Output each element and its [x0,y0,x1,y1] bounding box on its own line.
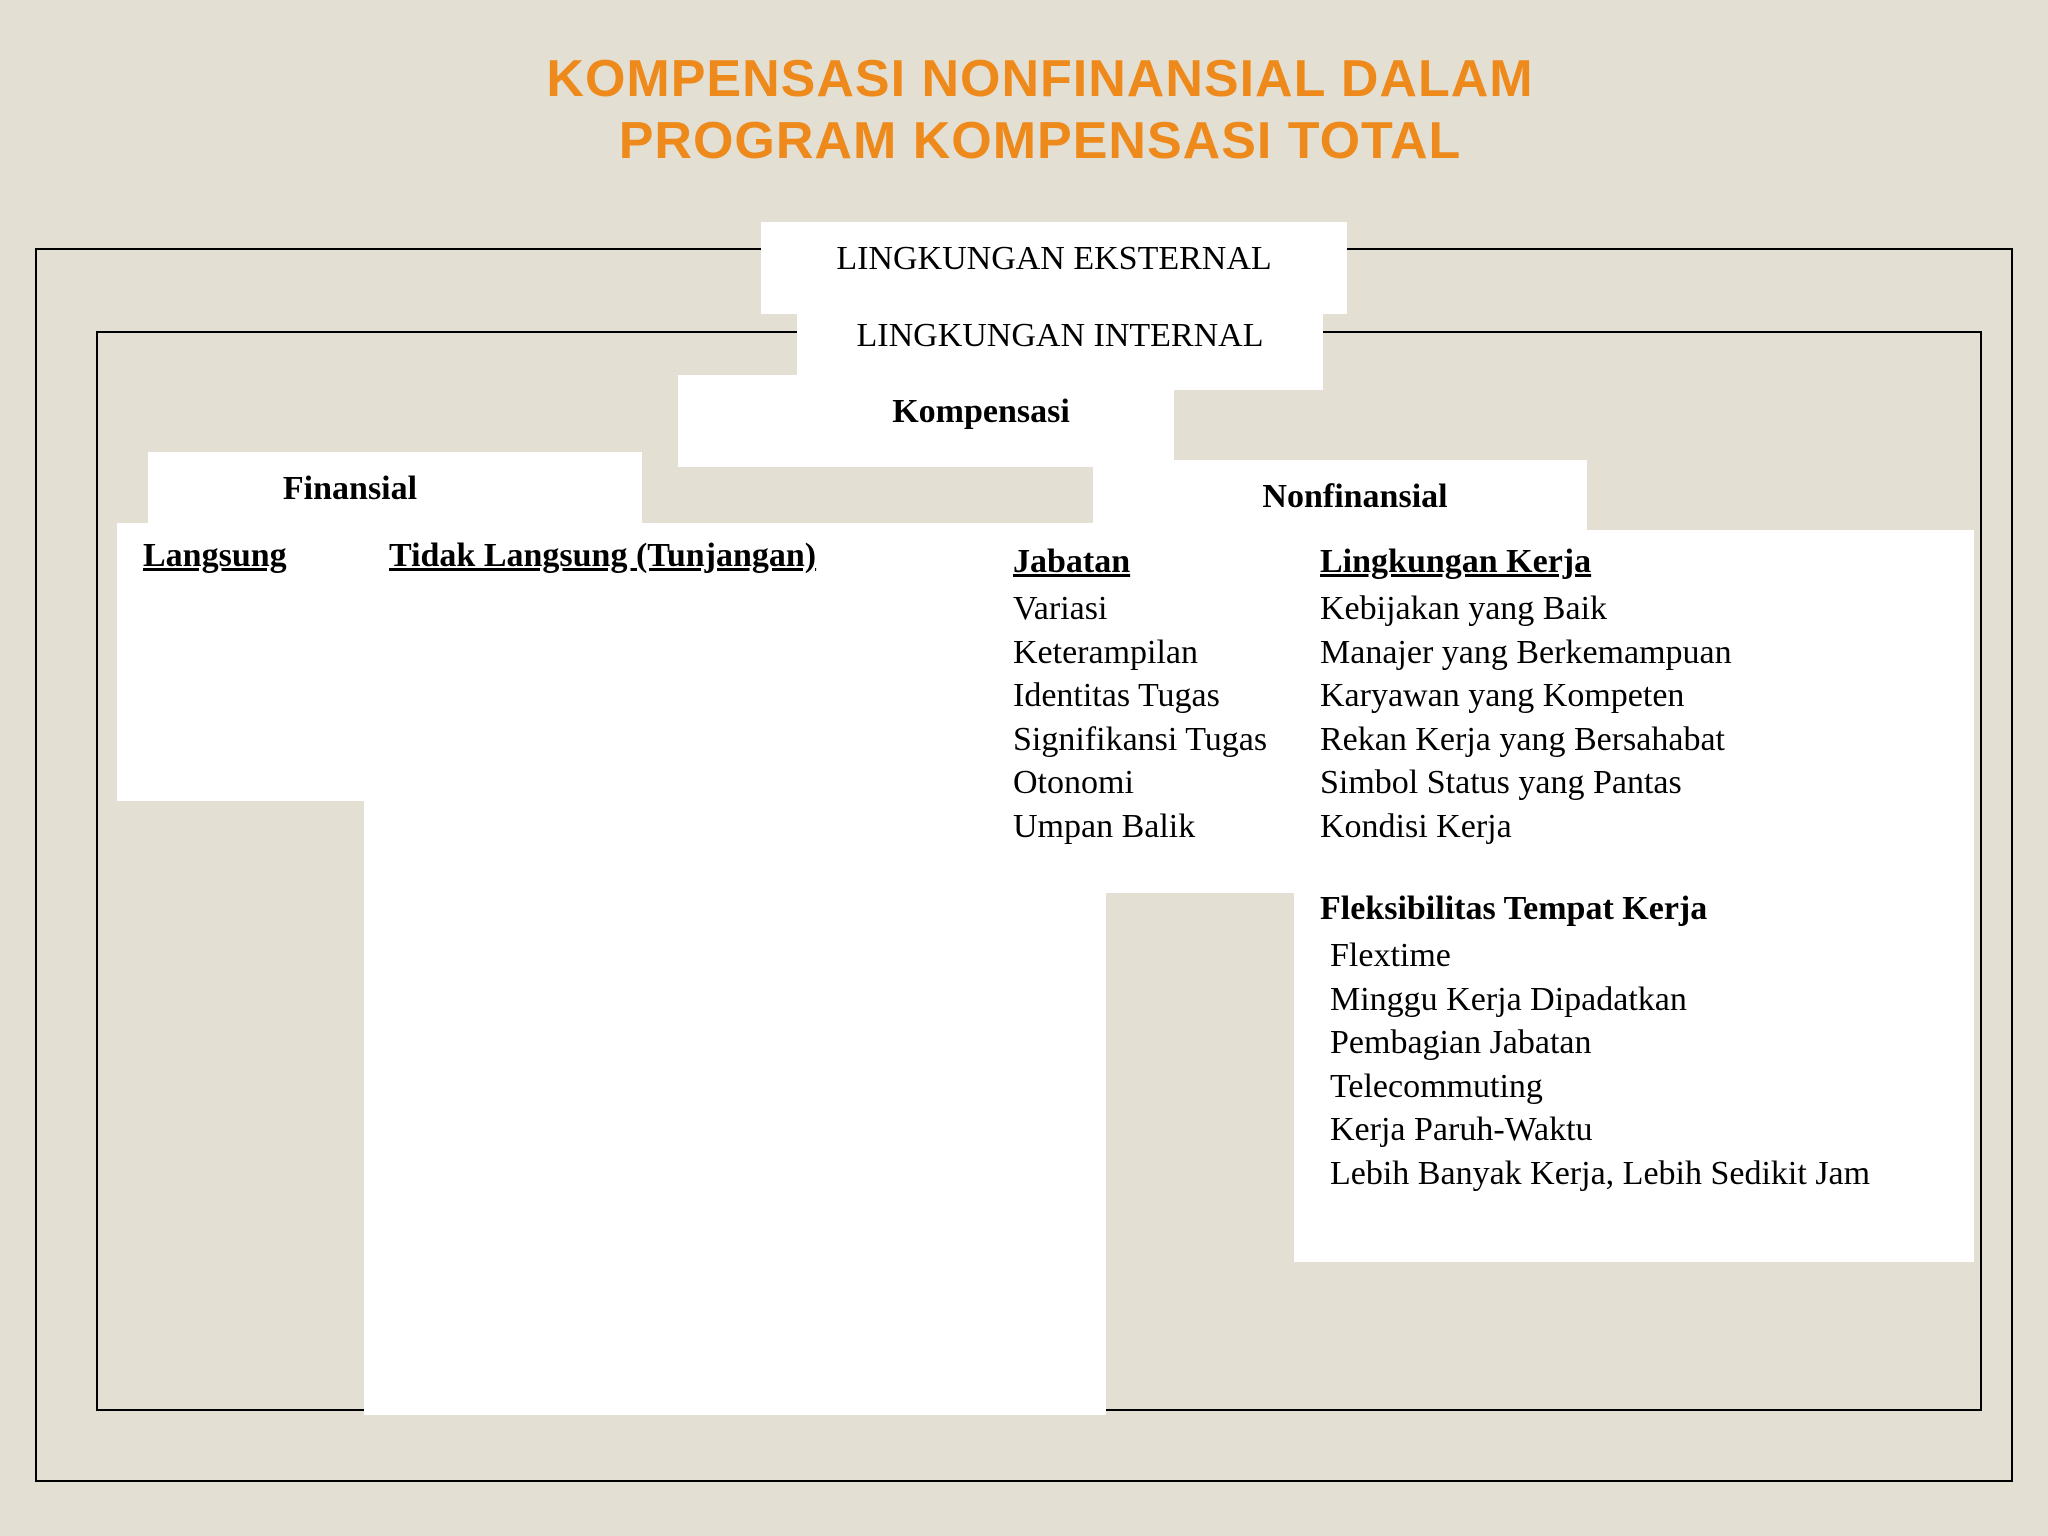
jabatan-list [1013,587,1267,848]
page-title [0,48,2048,172]
list-item: Keterampilan [1013,633,1199,671]
title-line-2: PROGRAM KOMPENSASI TOTAL [618,112,1462,170]
langsung-heading: Langsung [143,537,287,574]
list-item: Signifikansi Tugas [1013,720,1268,758]
external-environment-label: LINGKUNGAN EKSTERNAL [761,222,1347,314]
kompensasi-label: Kompensasi [678,375,1174,467]
list-item: Kebijakan yang Baik [1320,590,1608,627]
list-item: Otonomi [1013,764,1134,801]
list-item: Simbol Status yang Pantas [1320,764,1682,801]
title-line-1: KOMPENSASI NONFINANSIAL DALAM [546,50,1534,108]
list-item: Identitas Tugas [1013,677,1220,714]
list-item: Kerja Paruh-Waktu [1330,1111,1593,1148]
finansial-label: Finansial [148,452,642,536]
list-item: Minggu Kerja Dipadatkan [1330,980,1687,1018]
list-item: Karyawan yang Kompeten [1320,677,1685,714]
internal-environment-label: LINGKUNGAN INTERNAL [797,308,1323,390]
list-item: Umpan Balik [1013,807,1196,845]
jabatan-heading: Jabatan [1013,543,1131,580]
list-item: Rekan Kerja yang Bersahabat [1320,720,1725,758]
list-item: Kondisi Kerja [1320,807,1512,845]
list-item: Telecommuting [1330,1067,1543,1105]
fleksibilitas-heading: Fleksibilitas Tempat Kerja [1320,890,1708,927]
tidak-langsung-heading: Tidak Langsung (Tunjangan) [389,537,817,574]
fleksibilitas-list [1330,934,1870,1195]
lingkungan-kerja-list [1320,587,1732,848]
tidak-langsung-panel [364,523,1106,1415]
list-item: Flextime [1330,937,1451,974]
list-item: Manajer yang Berkemampuan [1320,633,1732,671]
list-item: Lebih Banyak Kerja, Lebih Sedikit Jam [1330,1154,1871,1192]
lingkungan-kerja-heading: Lingkungan Kerja [1320,543,1592,580]
list-item: Variasi [1013,590,1108,627]
nonfinansial-label: Nonfinansial [1093,460,1587,542]
list-item: Pembagian Jabatan [1330,1024,1592,1061]
